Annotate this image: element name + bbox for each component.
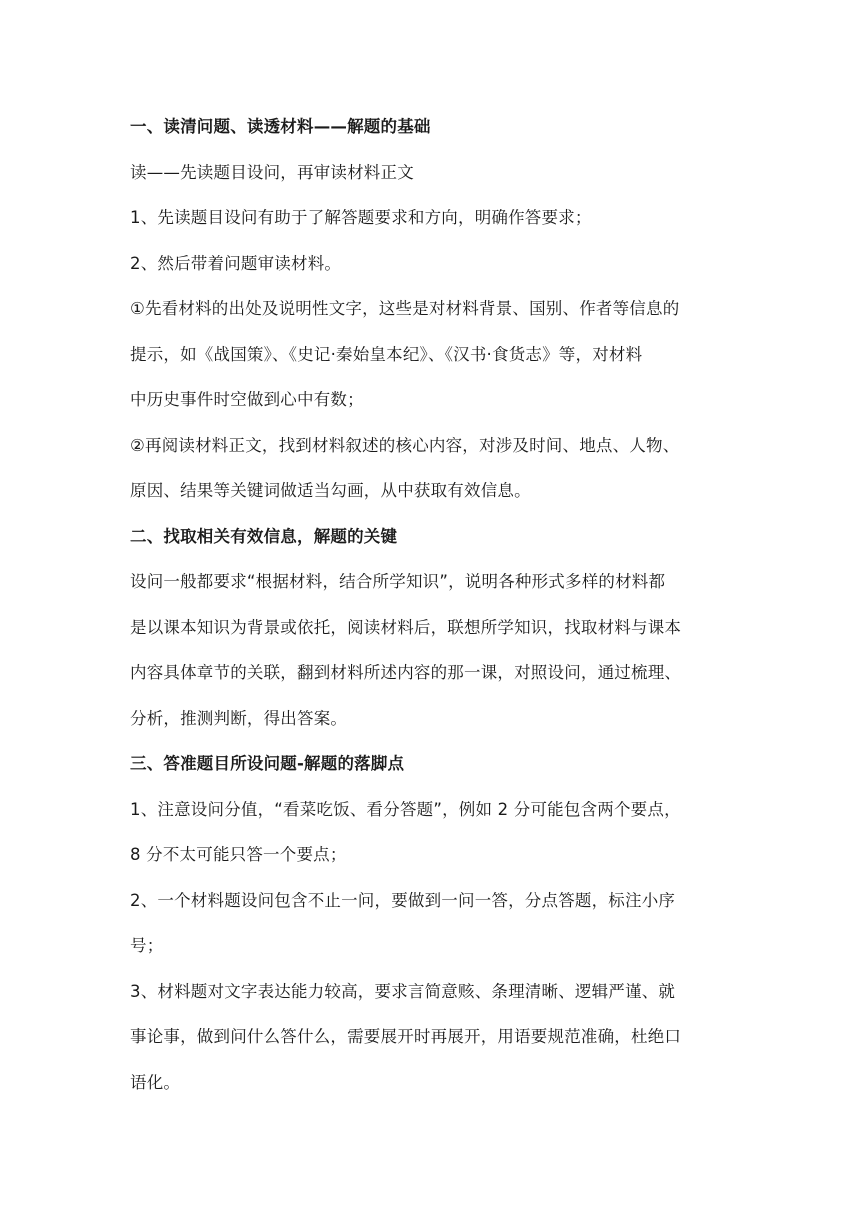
paragraph-line: 中历史事件时空做到心中有数； — [130, 390, 364, 409]
paragraph-line: 1、注意设问分值，“看菜吃饭、看分答题”，例如 2 分可能包含两个要点， — [130, 799, 681, 819]
paragraph-line: 设问一般都要求“根据材料，结合所学知识”，说明各种形式多样的材料都 — [130, 572, 666, 591]
paragraph-line: 2、一个材料题设问包含不止一问，要做到一问一答，分点答题，标注小序 — [130, 890, 676, 910]
heading-section-1: 一、读清问题、读透材料——解题的基础 — [130, 117, 431, 136]
paragraph-line: 提示，如《战国策》、《史记·秦始皇本纪》、《汉书·食货志》等，对材料 — [130, 344, 643, 364]
heading-section-2: 二、找取相关有效信息，解题的关键 — [130, 526, 398, 546]
paragraph-line: ②再阅读材料正文，找到材料叙述的核心内容，对涉及时间、地点、人物、 — [130, 435, 680, 455]
heading-section-3: 三、答准题目所设问题-解题的落脚点 — [130, 754, 405, 773]
document-body — [130, 104, 742, 1105]
paragraph-line: 语化。 — [130, 1072, 181, 1092]
paragraph-line: 原因、结果等关键词做适当勾画，从中获取有效信息。 — [130, 481, 531, 500]
paragraph-line: ①先看材料的出处及说明性文字，这些是对材料背景、国别、作者等信息的 — [130, 299, 680, 318]
paragraph-line: 8 分不太可能只答一个要点； — [130, 845, 347, 864]
paragraph-line: 2、然后带着问题审读材料。 — [130, 253, 342, 273]
paragraph-line: 事论事，做到问什么答什么，需要展开时再展开，用语要规范准确，杜绝口 — [130, 1027, 682, 1046]
paragraph-line: 分析，推测判断，得出答案。 — [130, 708, 348, 728]
paragraph-line: 号； — [130, 936, 164, 955]
paragraph-line: 内容具体章节的关联，翻到材料所述内容的那一课，对照设问，通过梳理、 — [130, 663, 682, 682]
paragraph-line: 读——先读题目设问，再审读材料正文 — [130, 162, 414, 182]
paragraph-line: 1、先读题目设问有助于了解答题要求和方向，明确作答要求； — [130, 208, 592, 227]
paragraph-line: 3、材料题对文字表达能力较高，要求言简意赅、条理清晰、逻辑严谨、就 — [130, 981, 676, 1001]
paragraph-line: 是以课本知识为背景或依托，阅读材料后，联想所学知识，找取材料与课本 — [130, 617, 682, 637]
